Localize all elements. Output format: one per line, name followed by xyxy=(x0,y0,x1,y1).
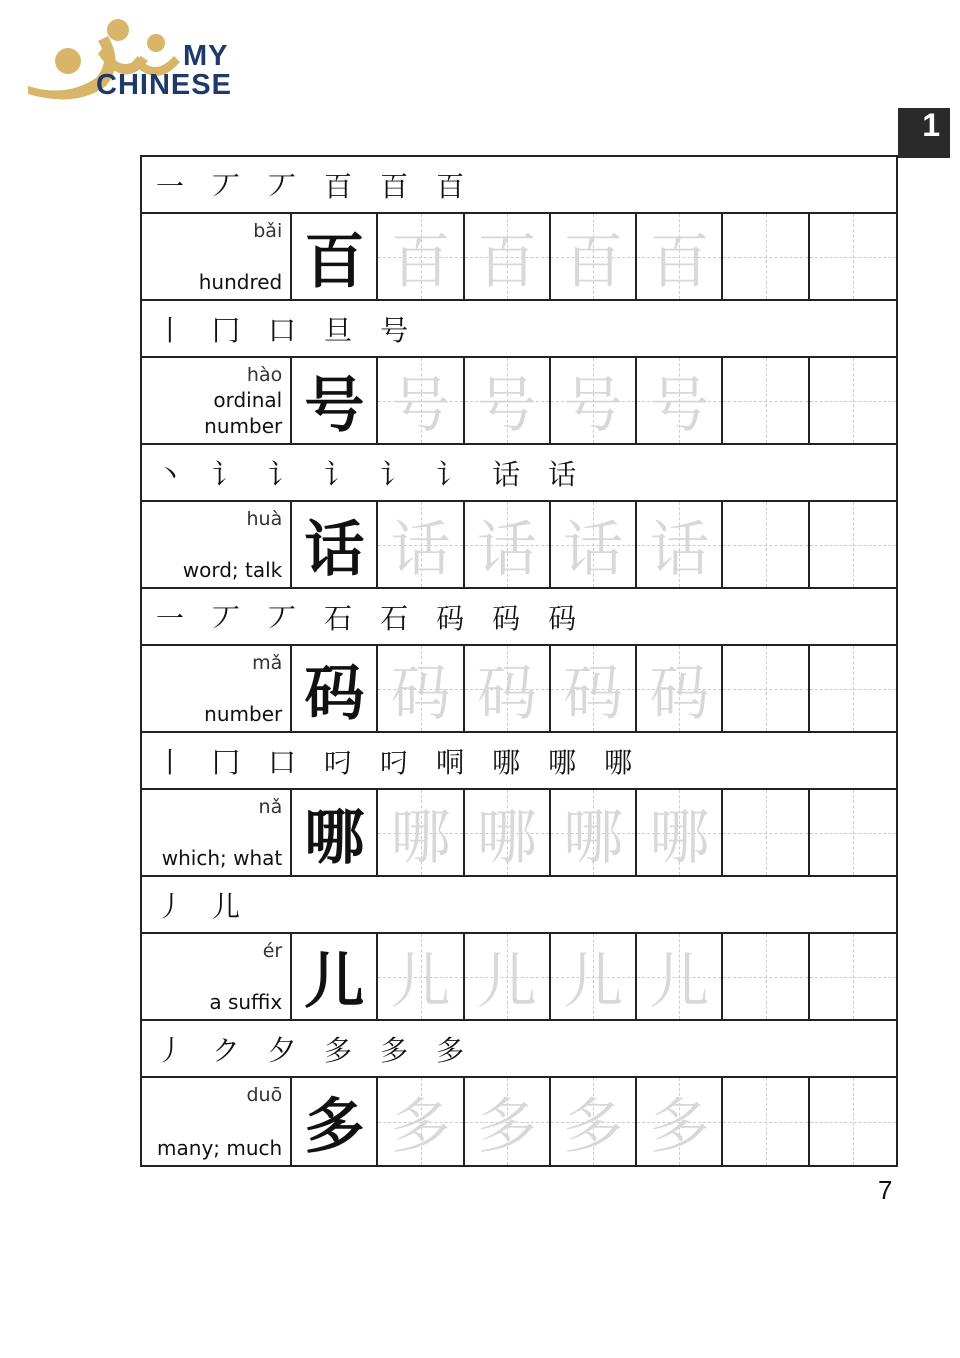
stroke-step: 丿 xyxy=(156,1033,185,1067)
stroke-step: 丆 xyxy=(212,601,241,635)
empty-practice-cell[interactable] xyxy=(723,1078,809,1165)
model-character-glyph: 多 xyxy=(304,1091,365,1162)
pinyin: ér xyxy=(262,940,283,962)
trace-cell[interactable] xyxy=(551,358,637,443)
pinyin: huà xyxy=(246,508,283,530)
trace-character: 儿 xyxy=(390,946,451,1017)
trace-character: 号 xyxy=(476,370,537,441)
stroke-step: 号 xyxy=(380,313,409,347)
trace-cell[interactable] xyxy=(378,790,464,875)
character-label xyxy=(142,934,292,1019)
model-character xyxy=(292,646,378,731)
trace-character: 码 xyxy=(476,658,537,729)
trace-character: 儿 xyxy=(476,946,537,1017)
trace-character: 儿 xyxy=(649,946,710,1017)
stroke-step: 丆 xyxy=(212,169,241,203)
trace-cell[interactable] xyxy=(465,1078,551,1165)
trace-character: 多 xyxy=(563,1091,624,1162)
stroke-step: 码 xyxy=(436,601,465,635)
practice-row xyxy=(142,1078,896,1165)
empty-practice-cell[interactable] xyxy=(723,646,809,731)
practice-row xyxy=(142,358,896,445)
trace-character: 百 xyxy=(390,226,451,297)
empty-practice-cell[interactable] xyxy=(810,934,896,1019)
trace-cell[interactable] xyxy=(378,214,464,299)
trace-cell[interactable] xyxy=(465,214,551,299)
stroke-step: 哪 xyxy=(548,745,577,779)
model-character-glyph: 话 xyxy=(304,514,365,585)
stroke-order-row xyxy=(142,877,896,934)
stroke-step: 口 xyxy=(268,313,297,347)
stroke-step: 哪 xyxy=(492,745,521,779)
character-label xyxy=(142,790,292,875)
trace-cell[interactable] xyxy=(378,502,464,587)
pinyin: bǎi xyxy=(253,220,283,242)
empty-practice-cell[interactable] xyxy=(723,358,809,443)
trace-cell[interactable] xyxy=(378,934,464,1019)
trace-cell[interactable] xyxy=(551,646,637,731)
stroke-step: 一 xyxy=(156,169,185,203)
character-label xyxy=(142,502,292,587)
stroke-step: 话 xyxy=(548,457,577,491)
model-character xyxy=(292,214,378,299)
stroke-step: 叼 xyxy=(380,745,409,779)
stroke-step: 讠 xyxy=(268,457,297,491)
stroke-step: 儿 xyxy=(212,889,241,923)
stroke-step: 讠 xyxy=(436,457,465,491)
stroke-step: 夕 xyxy=(268,1033,297,1067)
stroke-step: 石 xyxy=(324,601,353,635)
stroke-order-row xyxy=(142,1021,896,1078)
practice-row xyxy=(142,646,896,733)
trace-character: 码 xyxy=(390,658,451,729)
trace-cell[interactable] xyxy=(378,358,464,443)
stroke-step: 百 xyxy=(324,169,353,203)
trace-character: 多 xyxy=(390,1091,451,1162)
trace-character: 哪 xyxy=(649,802,710,873)
stroke-step: 冂 xyxy=(212,745,241,779)
stroke-step: 哪 xyxy=(604,745,633,779)
stroke-order-row xyxy=(142,589,896,646)
empty-practice-cell[interactable] xyxy=(723,790,809,875)
model-character xyxy=(292,934,378,1019)
meaning: number xyxy=(204,702,283,726)
stroke-step: 口 xyxy=(268,745,297,779)
stroke-step: 多 xyxy=(380,1033,409,1067)
logo-text-my: MY xyxy=(183,40,229,72)
stroke-step: 丆 xyxy=(268,169,297,203)
trace-cell[interactable] xyxy=(551,934,637,1019)
empty-practice-cell[interactable] xyxy=(723,502,809,587)
model-character xyxy=(292,1078,378,1165)
empty-practice-cell[interactable] xyxy=(810,646,896,731)
empty-practice-cell[interactable] xyxy=(810,214,896,299)
trace-cell[interactable] xyxy=(551,1078,637,1165)
trace-cell[interactable] xyxy=(551,790,637,875)
stroke-step: 码 xyxy=(548,601,577,635)
stroke-step: 一 xyxy=(156,601,185,635)
trace-character: 哪 xyxy=(563,802,624,873)
stroke-step: 丨 xyxy=(156,745,185,779)
stroke-order-row xyxy=(142,445,896,502)
trace-cell[interactable] xyxy=(637,358,723,443)
stroke-step: ク xyxy=(212,1033,241,1067)
stroke-step: 叼 xyxy=(324,745,353,779)
stroke-step: 讠 xyxy=(324,457,353,491)
empty-practice-cell[interactable] xyxy=(810,502,896,587)
stroke-step: 冂 xyxy=(212,313,241,347)
trace-character: 百 xyxy=(563,226,624,297)
writing-grid xyxy=(140,155,898,1167)
logo-text-chinese: CHINESE xyxy=(96,69,232,101)
stroke-step: 旦 xyxy=(324,313,353,347)
stroke-step: 讠 xyxy=(212,457,241,491)
trace-character: 儿 xyxy=(563,946,624,1017)
empty-practice-cell[interactable] xyxy=(723,214,809,299)
meaning: ordinal number xyxy=(204,388,283,438)
trace-character: 话 xyxy=(476,514,537,585)
stroke-step: 百 xyxy=(436,169,465,203)
my-chinese-logo xyxy=(26,16,241,104)
pinyin: nǎ xyxy=(258,796,283,818)
empty-practice-cell[interactable] xyxy=(810,790,896,875)
stroke-order-row xyxy=(142,157,896,214)
pinyin: hào xyxy=(246,364,283,386)
practice-row xyxy=(142,934,896,1021)
stroke-step: 丨 xyxy=(156,313,185,347)
trace-character: 码 xyxy=(649,658,710,729)
model-character-glyph: 哪 xyxy=(304,802,365,873)
meaning: which; what xyxy=(161,846,283,870)
character-label xyxy=(142,1078,292,1165)
stroke-step: 讠 xyxy=(380,457,409,491)
meaning: word; talk xyxy=(182,558,283,582)
trace-cell[interactable] xyxy=(378,1078,464,1165)
stroke-step: 丆 xyxy=(268,601,297,635)
stroke-step: 码 xyxy=(492,601,521,635)
model-character xyxy=(292,790,378,875)
trace-cell[interactable] xyxy=(465,934,551,1019)
trace-cell[interactable] xyxy=(637,502,723,587)
trace-character: 话 xyxy=(649,514,710,585)
trace-character: 百 xyxy=(649,226,710,297)
stroke-step: 丿 xyxy=(156,889,185,923)
trace-cell[interactable] xyxy=(465,646,551,731)
stroke-order-row xyxy=(142,301,896,358)
stroke-step: 丶 xyxy=(156,457,185,491)
pinyin: mǎ xyxy=(252,652,283,674)
model-character-glyph: 百 xyxy=(304,226,365,297)
trace-character: 号 xyxy=(649,370,710,441)
practice-row xyxy=(142,214,896,301)
trace-cell[interactable] xyxy=(465,502,551,587)
model-character-glyph: 儿 xyxy=(304,946,365,1017)
character-label xyxy=(142,214,292,299)
empty-practice-cell[interactable] xyxy=(810,1078,896,1165)
trace-cell[interactable] xyxy=(637,790,723,875)
trace-character: 话 xyxy=(563,514,624,585)
trace-character: 多 xyxy=(476,1091,537,1162)
trace-cell[interactable] xyxy=(637,1078,723,1165)
stroke-step: 哃 xyxy=(436,745,465,779)
stroke-order-row xyxy=(142,733,896,790)
trace-character: 哪 xyxy=(390,802,451,873)
trace-cell[interactable] xyxy=(551,214,637,299)
stroke-step: 多 xyxy=(324,1033,353,1067)
lesson-tab: 1 xyxy=(898,108,950,158)
model-character-glyph: 号 xyxy=(304,370,365,441)
meaning: many; much xyxy=(157,1136,283,1160)
pinyin: duō xyxy=(246,1084,283,1106)
stroke-step: 多 xyxy=(436,1033,465,1067)
stroke-step: 话 xyxy=(492,457,521,491)
character-label xyxy=(142,358,292,443)
meaning: a suffix xyxy=(209,990,283,1014)
model-character xyxy=(292,358,378,443)
trace-cell[interactable] xyxy=(637,934,723,1019)
model-character xyxy=(292,502,378,587)
trace-character: 哪 xyxy=(476,802,537,873)
trace-character: 号 xyxy=(390,370,451,441)
page-number: 7 xyxy=(878,1175,893,1205)
model-character-glyph: 码 xyxy=(304,658,365,729)
trace-cell[interactable] xyxy=(551,502,637,587)
trace-character: 话 xyxy=(390,514,451,585)
trace-character: 百 xyxy=(476,226,537,297)
stroke-step: 石 xyxy=(380,601,409,635)
practice-row xyxy=(142,790,896,877)
stroke-step: 百 xyxy=(380,169,409,203)
practice-row xyxy=(142,502,896,589)
trace-character: 码 xyxy=(563,658,624,729)
trace-cell[interactable] xyxy=(465,790,551,875)
meaning: hundred xyxy=(198,270,283,294)
trace-cell[interactable] xyxy=(465,358,551,443)
trace-cell[interactable] xyxy=(637,214,723,299)
trace-character: 多 xyxy=(649,1091,710,1162)
trace-cell[interactable] xyxy=(637,646,723,731)
empty-practice-cell[interactable] xyxy=(810,358,896,443)
empty-practice-cell[interactable] xyxy=(723,934,809,1019)
trace-character: 号 xyxy=(563,370,624,441)
character-label xyxy=(142,646,292,731)
trace-cell[interactable] xyxy=(378,646,464,731)
